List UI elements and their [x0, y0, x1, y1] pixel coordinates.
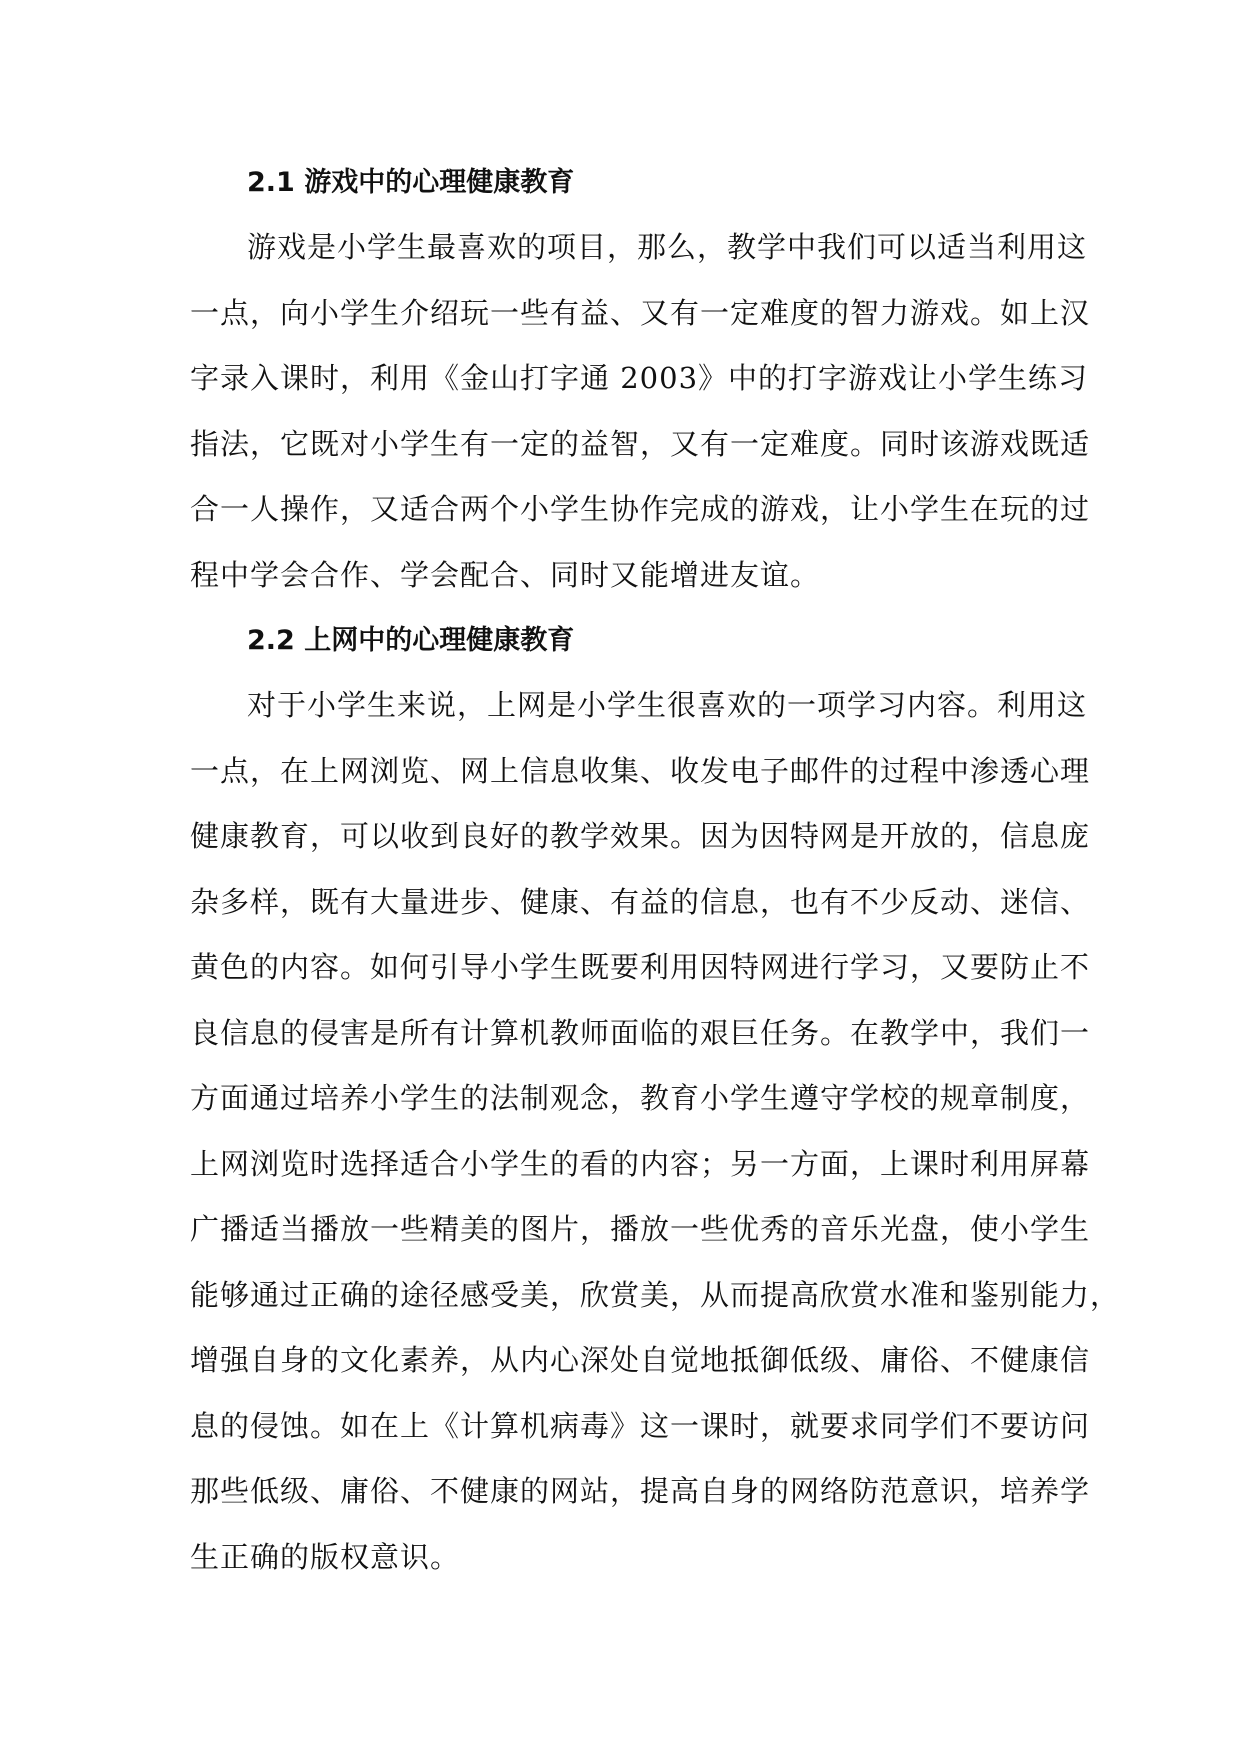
- paragraph-line: 黄色的内容。如何引导小学生既要利用因特网进行学习，又要防止不: [190, 950, 1091, 984]
- paragraph-line: 一点，向小学生介绍玩一些有益、又有一定难度的智力游戏。如上汉: [190, 295, 1091, 330]
- paragraph-line: 杂多样，既有大量进步、健康、有益的信息，也有不少反动、迷信、: [190, 884, 1091, 919]
- paragraph-line: 广播适当播放一些精美的图片，播放一些优秀的音乐光盘，使小学生: [190, 1212, 1091, 1246]
- paragraph-line: 方面通过培养小学生的法制观念，教育小学生遵守学校的规章制度，: [190, 1081, 1091, 1115]
- paragraph-line: 字录入课时，利用《金山打字通 2003》中的打字游戏让小学生练习: [190, 361, 1089, 395]
- paragraph-line: 上网浏览时选择适合小学生的看的内容；另一方面，上课时利用屏幕: [190, 1146, 1091, 1181]
- paragraph-line: 对于小学生来说，上网是小学生很喜欢的一项学习内容。利用这: [247, 688, 1088, 722]
- paragraph-line: 游戏是小学生最喜欢的项目，那么，教学中我们可以适当利用这: [247, 230, 1088, 264]
- paragraph-line: 程中学会合作、学会配合、同时又能增进友谊。: [190, 557, 821, 592]
- paragraph-line: 一点，在上网浏览、网上信息收集、收发电子邮件的过程中渗透心理: [190, 753, 1091, 788]
- section-heading: 2.1 游戏中的心理健康教育: [247, 167, 575, 198]
- paragraph-line: 合一人操作，又适合两个小学生协作完成的游戏，让小学生在玩的过: [190, 492, 1091, 526]
- paragraph-line: 增强自身的文化素养，从内心深处自觉地抵御低级、庸俗、不健康信: [190, 1343, 1091, 1377]
- paragraph-line: 健康教育，可以收到良好的教学效果。因为因特网是开放的，信息庞: [190, 819, 1091, 853]
- paragraph-line: 指法，它既对小学生有一定的益智，又有一定难度。同时该游戏既适: [190, 426, 1091, 461]
- paragraph-line: 能够通过正确的途径感受美，欣赏美，从而提高欣赏水准和鉴别能力，: [190, 1277, 1121, 1312]
- paragraph: [190, 673, 1121, 1590]
- document-page: [190, 150, 1121, 1590]
- section-2-1: [190, 150, 1091, 608]
- paragraph-line: 息的侵蚀。如在上《计算机病毒》这一课时，就要求同学们不要访问: [190, 1408, 1091, 1443]
- paragraph: [190, 215, 1091, 608]
- paragraph-line: 生正确的版权意识。: [190, 1539, 461, 1574]
- section-heading: 2.2 上网中的心理健康教育: [247, 625, 575, 656]
- paragraph-line: 那些低级、庸俗、不健康的网站，提高自身的网络防范意识，培养学: [190, 1474, 1091, 1508]
- section-2-2: [190, 608, 1121, 1590]
- paragraph-line: 良信息的侵害是所有计算机教师面临的艰巨任务。在教学中，我们一: [190, 1015, 1091, 1050]
